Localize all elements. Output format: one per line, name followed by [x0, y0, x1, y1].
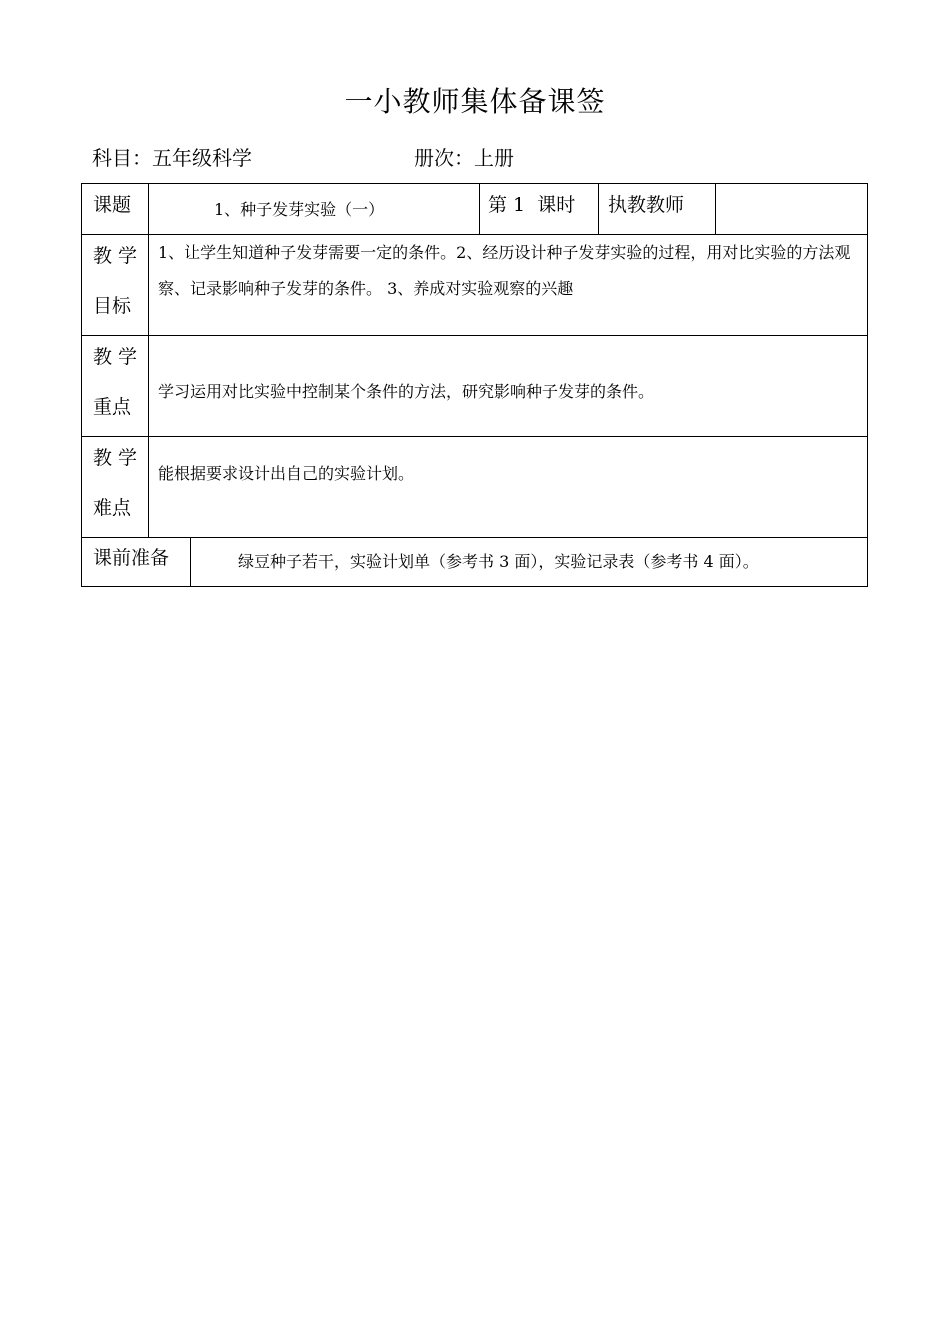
row-divider-3	[82, 436, 867, 437]
header-divider-teacher	[715, 184, 716, 234]
preparation-content: 绿豆种子若干，实验计划单（参考书 3 面），实验记录表（参考书 4 面）。	[238, 552, 759, 571]
objectives-content: 1、让学生知道种子发芽需要一定的条件。2、经历设计种子发芽实验的过程，用对比实验的方法观察、记录影响种子发芽的条件。 3、养成对实验观察的兴趣	[158, 243, 851, 298]
header-divider-period	[598, 184, 599, 234]
label-column-divider	[148, 184, 149, 537]
lesson-plan-table	[81, 183, 868, 587]
subject-label: 科目：五年级科学	[92, 146, 252, 170]
document-title: 一小教师集体备课签	[344, 85, 606, 118]
preparation-label: 课前准备	[93, 547, 170, 569]
row-divider-2	[82, 335, 867, 336]
difficulties-label-line1: 教 学	[93, 447, 138, 469]
key-points-label-line1: 教 学	[93, 346, 138, 368]
prep-column-divider	[190, 537, 191, 587]
topic-value: 1、种子发芽实验（一）	[214, 200, 385, 219]
key-points-label-line2: 重点	[93, 396, 132, 418]
row-divider-4	[82, 537, 867, 538]
difficulties-content: 能根据要求设计出自己的实验计划。	[158, 464, 415, 483]
objectives-label-line1: 教 学	[93, 245, 138, 267]
topic-label: 课题	[93, 194, 132, 216]
difficulties-label-line2: 难点	[93, 497, 132, 519]
volume-label: 册次：上册	[414, 146, 514, 170]
objectives-label-line2: 目标	[93, 295, 132, 317]
key-points-content: 学习运用对比实验中控制某个条件的方法，研究影响种子发芽的条件。	[158, 382, 655, 401]
teacher-label: 执教教师	[608, 194, 685, 216]
header-divider-topic	[479, 184, 480, 234]
period-label: 第 1 课时	[488, 194, 576, 216]
